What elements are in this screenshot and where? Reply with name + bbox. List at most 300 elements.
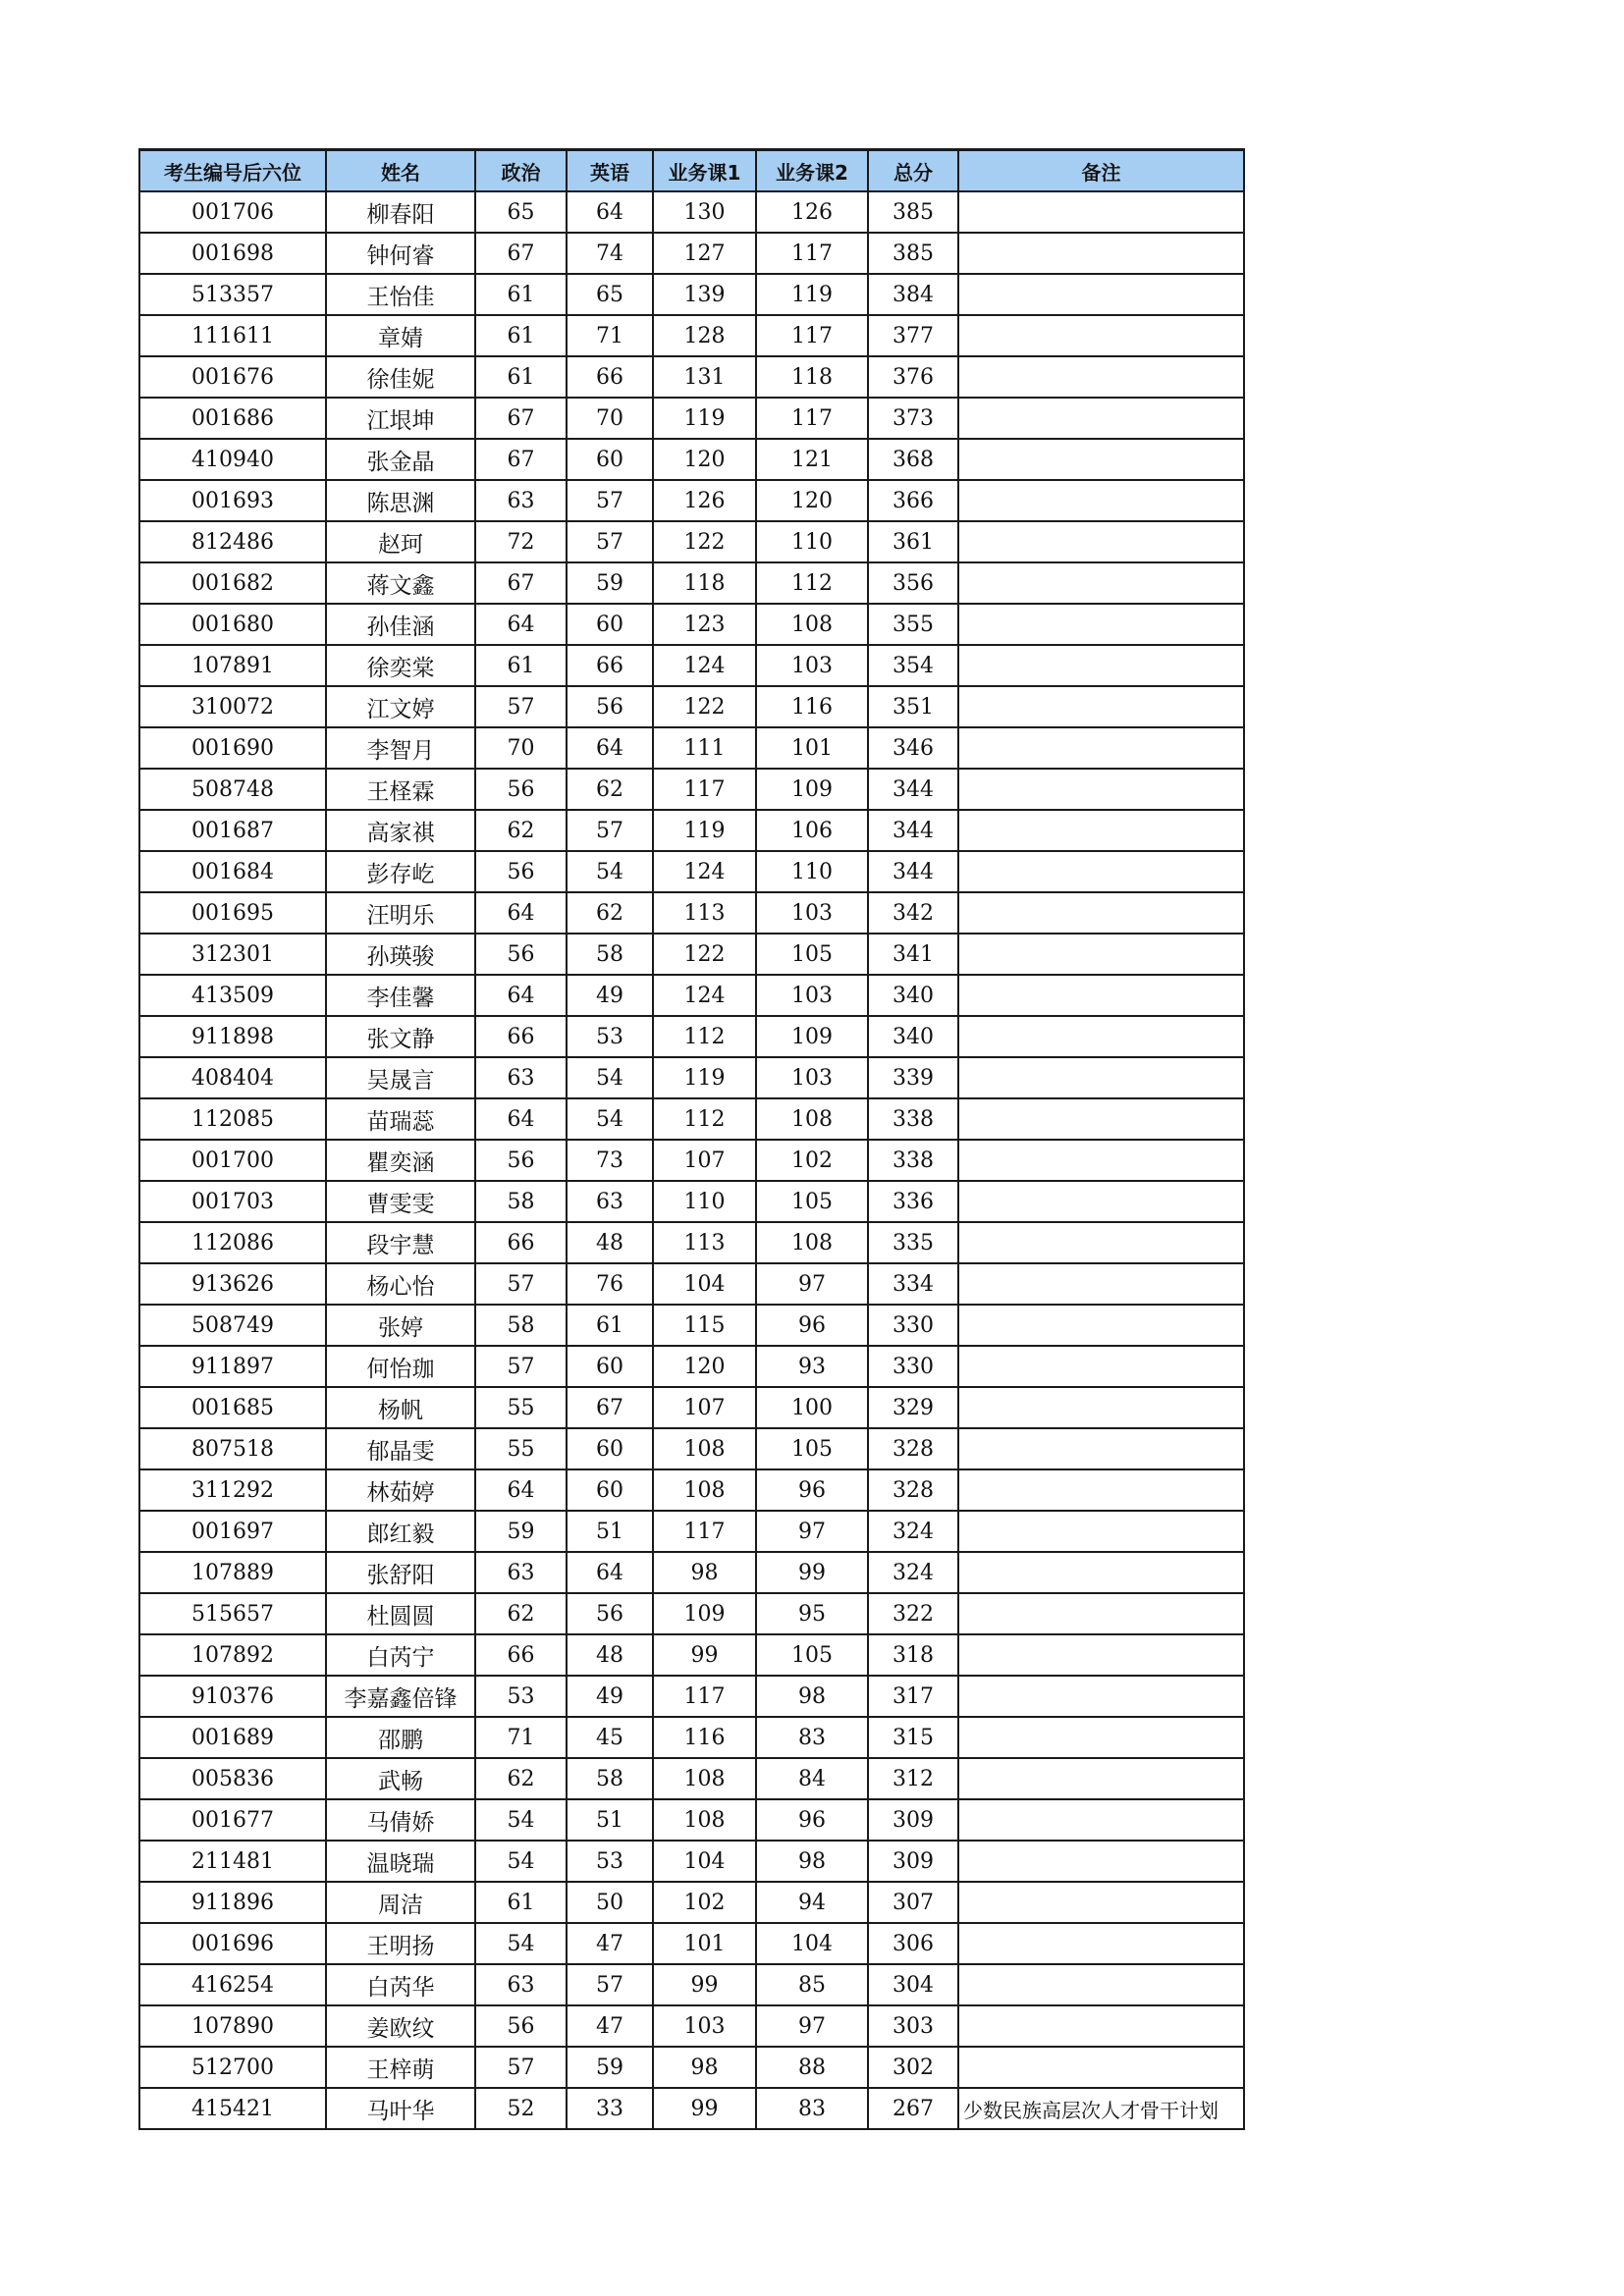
table-row [139, 191, 1244, 233]
table-row [139, 1882, 1244, 1923]
politics-cell: 63 [475, 480, 567, 521]
table-row [139, 1717, 1244, 1758]
remark-cell [958, 1676, 1244, 1717]
subject-1-cell: 101 [653, 1923, 756, 1964]
total-cell: 312 [868, 1758, 958, 1799]
politics-cell: 67 [475, 439, 567, 480]
subject-2-cell: 100 [756, 1387, 868, 1428]
subject-1-cell: 139 [653, 274, 756, 315]
english-cell: 45 [567, 1717, 653, 1758]
candidate-id-cell: 911896 [139, 1882, 326, 1923]
english-cell: 60 [567, 439, 653, 480]
table-row [139, 2047, 1244, 2088]
total-cell: 334 [868, 1263, 958, 1305]
name-cell: 李嘉鑫倍锋 [326, 1676, 475, 1717]
name-cell: 杨心怡 [326, 1263, 475, 1305]
subject-2-cell: 84 [756, 1758, 868, 1799]
name-cell: 段宇慧 [326, 1222, 475, 1263]
english-cell: 64 [567, 191, 653, 233]
english-cell: 58 [567, 1758, 653, 1799]
candidate-id-cell: 416254 [139, 1964, 326, 2005]
remark-cell [958, 274, 1244, 315]
name-cell: 高家祺 [326, 810, 475, 851]
subject-1-cell: 128 [653, 315, 756, 356]
subject-2-cell: 103 [756, 645, 868, 686]
candidate-id-cell: 001697 [139, 1511, 326, 1552]
table-row [139, 1181, 1244, 1222]
remark-cell [958, 439, 1244, 480]
subject-1-cell: 98 [653, 2047, 756, 2088]
name-cell: 徐佳妮 [326, 356, 475, 398]
english-cell: 76 [567, 1263, 653, 1305]
subject-2-cell: 105 [756, 1634, 868, 1676]
politics-cell: 53 [475, 1676, 567, 1717]
english-cell: 57 [567, 480, 653, 521]
total-cell: 306 [868, 1923, 958, 1964]
name-cell: 邵鹏 [326, 1717, 475, 1758]
subject-2-cell: 103 [756, 892, 868, 934]
subject-1-cell: 110 [653, 1181, 756, 1222]
subject-1-cell: 119 [653, 1057, 756, 1098]
total-cell: 335 [868, 1222, 958, 1263]
remark-cell [958, 604, 1244, 645]
name-cell: 姜欧纹 [326, 2005, 475, 2047]
subject-1-cell: 119 [653, 398, 756, 439]
remark-cell [958, 1387, 1244, 1428]
total-cell: 324 [868, 1511, 958, 1552]
candidate-id-cell: 107889 [139, 1552, 326, 1593]
total-cell: 384 [868, 274, 958, 315]
subject-2-cell: 99 [756, 1552, 868, 1593]
candidate-id-cell: 005836 [139, 1758, 326, 1799]
remark-cell [958, 398, 1244, 439]
table-row [139, 686, 1244, 727]
subject-2-cell: 93 [756, 1346, 868, 1387]
table-row [139, 480, 1244, 521]
remark-cell [958, 851, 1244, 892]
total-cell: 344 [868, 810, 958, 851]
header-english: 英语 [567, 150, 653, 192]
candidate-id-cell: 415421 [139, 2088, 326, 2129]
candidate-id-cell: 508748 [139, 769, 326, 810]
name-cell: 郁晶雯 [326, 1428, 475, 1469]
politics-cell: 54 [475, 1841, 567, 1882]
english-cell: 57 [567, 810, 653, 851]
subject-1-cell: 112 [653, 1098, 756, 1140]
english-cell: 48 [567, 1634, 653, 1676]
remark-cell [958, 1140, 1244, 1181]
subject-1-cell: 103 [653, 2005, 756, 2047]
english-cell: 51 [567, 1799, 653, 1841]
english-cell: 59 [567, 562, 653, 604]
remark-cell [958, 934, 1244, 975]
table-row [139, 1552, 1244, 1593]
english-cell: 60 [567, 604, 653, 645]
subject-1-cell: 127 [653, 233, 756, 274]
header-candidate-id: 考生编号后六位 [139, 150, 326, 192]
subject-1-cell: 118 [653, 562, 756, 604]
subject-2-cell: 103 [756, 975, 868, 1016]
name-cell: 蒋文鑫 [326, 562, 475, 604]
table-row [139, 274, 1244, 315]
politics-cell: 59 [475, 1511, 567, 1552]
candidate-id-cell: 512700 [139, 2047, 326, 2088]
subject-2-cell: 117 [756, 233, 868, 274]
subject-1-cell: 120 [653, 1346, 756, 1387]
table-row [139, 1841, 1244, 1882]
table-row [139, 975, 1244, 1016]
remark-cell [958, 686, 1244, 727]
subject-2-cell: 117 [756, 315, 868, 356]
subject-1-cell: 108 [653, 1469, 756, 1511]
candidate-id-cell: 107890 [139, 2005, 326, 2047]
english-cell: 57 [567, 1964, 653, 2005]
subject-2-cell: 105 [756, 934, 868, 975]
remark-cell [958, 315, 1244, 356]
total-cell: 338 [868, 1140, 958, 1181]
english-cell: 73 [567, 1140, 653, 1181]
name-cell: 王柽霖 [326, 769, 475, 810]
english-cell: 70 [567, 398, 653, 439]
politics-cell: 67 [475, 233, 567, 274]
table-row [139, 315, 1244, 356]
subject-2-cell: 121 [756, 439, 868, 480]
remark-cell [958, 727, 1244, 769]
total-cell: 368 [868, 439, 958, 480]
politics-cell: 66 [475, 1634, 567, 1676]
candidate-id-cell: 001706 [139, 191, 326, 233]
english-cell: 54 [567, 851, 653, 892]
politics-cell: 64 [475, 975, 567, 1016]
candidate-id-cell: 001690 [139, 727, 326, 769]
table-row [139, 2088, 1244, 2129]
english-cell: 60 [567, 1469, 653, 1511]
table-row [139, 1758, 1244, 1799]
total-cell: 328 [868, 1469, 958, 1511]
subject-1-cell: 124 [653, 975, 756, 1016]
header-subject-1: 业务课1 [653, 150, 756, 192]
candidate-id-cell: 513357 [139, 274, 326, 315]
table-row [139, 398, 1244, 439]
politics-cell: 61 [475, 645, 567, 686]
total-cell: 339 [868, 1057, 958, 1098]
subject-2-cell: 109 [756, 1016, 868, 1057]
header-remarks: 备注 [958, 150, 1244, 192]
total-cell: 315 [868, 1717, 958, 1758]
politics-cell: 65 [475, 191, 567, 233]
subject-1-cell: 104 [653, 1263, 756, 1305]
candidate-id-cell: 508749 [139, 1305, 326, 1346]
politics-cell: 52 [475, 2088, 567, 2129]
table-row [139, 645, 1244, 686]
subject-1-cell: 119 [653, 810, 756, 851]
politics-cell: 61 [475, 356, 567, 398]
subject-1-cell: 123 [653, 604, 756, 645]
subject-2-cell: 83 [756, 2088, 868, 2129]
candidate-id-cell: 413509 [139, 975, 326, 1016]
candidate-id-cell: 310072 [139, 686, 326, 727]
subject-1-cell: 124 [653, 645, 756, 686]
subject-2-cell: 98 [756, 1841, 868, 1882]
subject-1-cell: 107 [653, 1387, 756, 1428]
table-row [139, 1098, 1244, 1140]
name-cell: 江垠坤 [326, 398, 475, 439]
politics-cell: 72 [475, 521, 567, 562]
remark-cell [958, 975, 1244, 1016]
english-cell: 58 [567, 934, 653, 975]
candidate-id-cell: 001676 [139, 356, 326, 398]
english-cell: 53 [567, 1016, 653, 1057]
politics-cell: 62 [475, 1593, 567, 1634]
remark-cell [958, 1882, 1244, 1923]
name-cell: 温晓瑞 [326, 1841, 475, 1882]
name-cell: 王梓萌 [326, 2047, 475, 2088]
subject-1-cell: 117 [653, 1676, 756, 1717]
table-row [139, 1923, 1244, 1964]
subject-1-cell: 108 [653, 1799, 756, 1841]
name-cell: 瞿奕涵 [326, 1140, 475, 1181]
subject-1-cell: 124 [653, 851, 756, 892]
name-cell: 周洁 [326, 1882, 475, 1923]
subject-1-cell: 116 [653, 1717, 756, 1758]
table-row [139, 1676, 1244, 1717]
remark-cell [958, 892, 1244, 934]
total-cell: 366 [868, 480, 958, 521]
candidate-id-cell: 001684 [139, 851, 326, 892]
name-cell: 曹雯雯 [326, 1181, 475, 1222]
remark-cell [958, 233, 1244, 274]
remark-cell [958, 645, 1244, 686]
subject-1-cell: 130 [653, 191, 756, 233]
remark-cell [958, 521, 1244, 562]
total-cell: 302 [868, 2047, 958, 2088]
total-cell: 385 [868, 233, 958, 274]
candidate-id-cell: 107891 [139, 645, 326, 686]
candidate-id-cell: 312301 [139, 934, 326, 975]
header-politics: 政治 [475, 150, 567, 192]
table-row [139, 521, 1244, 562]
name-cell: 张金晶 [326, 439, 475, 480]
english-cell: 64 [567, 727, 653, 769]
name-cell: 杜圆圆 [326, 1593, 475, 1634]
total-cell: 340 [868, 1016, 958, 1057]
politics-cell: 56 [475, 851, 567, 892]
subject-2-cell: 98 [756, 1676, 868, 1717]
politics-cell: 64 [475, 604, 567, 645]
header-name: 姓名 [326, 150, 475, 192]
name-cell: 赵珂 [326, 521, 475, 562]
table-row [139, 892, 1244, 934]
table-row [139, 1593, 1244, 1634]
name-cell: 杨帆 [326, 1387, 475, 1428]
total-cell: 377 [868, 315, 958, 356]
remark-cell [958, 1057, 1244, 1098]
remark-cell [958, 2005, 1244, 2047]
english-cell: 60 [567, 1346, 653, 1387]
table-row [139, 1222, 1244, 1263]
english-cell: 51 [567, 1511, 653, 1552]
name-cell: 徐奕棠 [326, 645, 475, 686]
name-cell: 何怡珈 [326, 1346, 475, 1387]
remark-cell [958, 1717, 1244, 1758]
subject-1-cell: 104 [653, 1841, 756, 1882]
english-cell: 56 [567, 686, 653, 727]
english-cell: 59 [567, 2047, 653, 2088]
candidate-id-cell: 911898 [139, 1016, 326, 1057]
total-cell: 309 [868, 1841, 958, 1882]
politics-cell: 57 [475, 2047, 567, 2088]
subject-1-cell: 117 [653, 769, 756, 810]
remark-cell [958, 1469, 1244, 1511]
total-cell: 361 [868, 521, 958, 562]
candidate-id-cell: 911897 [139, 1346, 326, 1387]
english-cell: 62 [567, 892, 653, 934]
subject-1-cell: 108 [653, 1428, 756, 1469]
english-cell: 66 [567, 356, 653, 398]
politics-cell: 56 [475, 934, 567, 975]
total-cell: 385 [868, 191, 958, 233]
total-cell: 376 [868, 356, 958, 398]
candidate-id-cell: 515657 [139, 1593, 326, 1634]
candidate-id-cell: 107892 [139, 1634, 326, 1676]
subject-2-cell: 101 [756, 727, 868, 769]
politics-cell: 61 [475, 274, 567, 315]
subject-1-cell: 112 [653, 1016, 756, 1057]
candidate-id-cell: 001693 [139, 480, 326, 521]
subject-2-cell: 96 [756, 1799, 868, 1841]
subject-2-cell: 116 [756, 686, 868, 727]
subject-1-cell: 115 [653, 1305, 756, 1346]
total-cell: 329 [868, 1387, 958, 1428]
politics-cell: 66 [475, 1016, 567, 1057]
remark-cell [958, 1593, 1244, 1634]
candidate-id-cell: 408404 [139, 1057, 326, 1098]
remark-cell [958, 1511, 1244, 1552]
candidate-id-cell: 111611 [139, 315, 326, 356]
candidate-id-cell: 001703 [139, 1181, 326, 1222]
total-cell: 336 [868, 1181, 958, 1222]
table-row [139, 2005, 1244, 2047]
subject-2-cell: 118 [756, 356, 868, 398]
candidate-id-cell: 001677 [139, 1799, 326, 1841]
remark-cell [958, 480, 1244, 521]
total-cell: 317 [868, 1676, 958, 1717]
subject-1-cell: 122 [653, 686, 756, 727]
subject-2-cell: 95 [756, 1593, 868, 1634]
subject-2-cell: 108 [756, 604, 868, 645]
remark-cell [958, 1428, 1244, 1469]
subject-2-cell: 97 [756, 1263, 868, 1305]
politics-cell: 54 [475, 1799, 567, 1841]
name-cell: 吴晟言 [326, 1057, 475, 1098]
total-cell: 341 [868, 934, 958, 975]
english-cell: 57 [567, 521, 653, 562]
english-cell: 48 [567, 1222, 653, 1263]
subject-1-cell: 122 [653, 521, 756, 562]
remark-cell [958, 1964, 1244, 2005]
table-row [139, 1263, 1244, 1305]
table-row [139, 233, 1244, 274]
subject-2-cell: 112 [756, 562, 868, 604]
subject-2-cell: 103 [756, 1057, 868, 1098]
total-cell: 342 [868, 892, 958, 934]
table-row [139, 769, 1244, 810]
candidate-id-cell: 807518 [139, 1428, 326, 1469]
name-cell: 王怡佳 [326, 274, 475, 315]
total-cell: 318 [868, 1634, 958, 1676]
total-cell: 351 [868, 686, 958, 727]
score-table [138, 148, 1245, 2130]
subject-1-cell: 113 [653, 892, 756, 934]
politics-cell: 58 [475, 1305, 567, 1346]
subject-1-cell: 98 [653, 1552, 756, 1593]
subject-2-cell: 104 [756, 1923, 868, 1964]
subject-1-cell: 120 [653, 439, 756, 480]
subject-2-cell: 83 [756, 1717, 868, 1758]
name-cell: 马倩娇 [326, 1799, 475, 1841]
table-row [139, 1799, 1244, 1841]
table-row [139, 1634, 1244, 1676]
header-subject-2: 业务课2 [756, 150, 868, 192]
table-row [139, 1511, 1244, 1552]
politics-cell: 57 [475, 686, 567, 727]
politics-cell: 61 [475, 315, 567, 356]
name-cell: 孙佳涵 [326, 604, 475, 645]
name-cell: 张舒阳 [326, 1552, 475, 1593]
remark-cell [958, 1305, 1244, 1346]
header-row [139, 150, 1244, 192]
total-cell: 309 [868, 1799, 958, 1841]
total-cell: 267 [868, 2088, 958, 2129]
total-cell: 346 [868, 727, 958, 769]
politics-cell: 56 [475, 1140, 567, 1181]
table-row [139, 356, 1244, 398]
politics-cell: 56 [475, 769, 567, 810]
candidate-id-cell: 001685 [139, 1387, 326, 1428]
table-row [139, 1469, 1244, 1511]
subject-1-cell: 99 [653, 1634, 756, 1676]
total-cell: 355 [868, 604, 958, 645]
subject-2-cell: 105 [756, 1181, 868, 1222]
english-cell: 47 [567, 2005, 653, 2047]
total-cell: 322 [868, 1593, 958, 1634]
total-cell: 344 [868, 769, 958, 810]
table-row [139, 1016, 1244, 1057]
english-cell: 49 [567, 1676, 653, 1717]
total-cell: 307 [868, 1882, 958, 1923]
subject-2-cell: 117 [756, 398, 868, 439]
politics-cell: 62 [475, 810, 567, 851]
total-cell: 324 [868, 1552, 958, 1593]
english-cell: 66 [567, 645, 653, 686]
candidate-id-cell: 211481 [139, 1841, 326, 1882]
politics-cell: 64 [475, 1098, 567, 1140]
subject-1-cell: 122 [653, 934, 756, 975]
subject-1-cell: 102 [653, 1882, 756, 1923]
subject-2-cell: 108 [756, 1222, 868, 1263]
total-cell: 303 [868, 2005, 958, 2047]
candidate-id-cell: 001687 [139, 810, 326, 851]
table-row [139, 810, 1244, 851]
remark-cell [958, 1923, 1244, 1964]
table-row [139, 604, 1244, 645]
subject-2-cell: 97 [756, 2005, 868, 2047]
subject-1-cell: 99 [653, 1964, 756, 2005]
english-cell: 53 [567, 1841, 653, 1882]
name-cell: 马叶华 [326, 2088, 475, 2129]
table-row [139, 1964, 1244, 2005]
subject-2-cell: 110 [756, 851, 868, 892]
